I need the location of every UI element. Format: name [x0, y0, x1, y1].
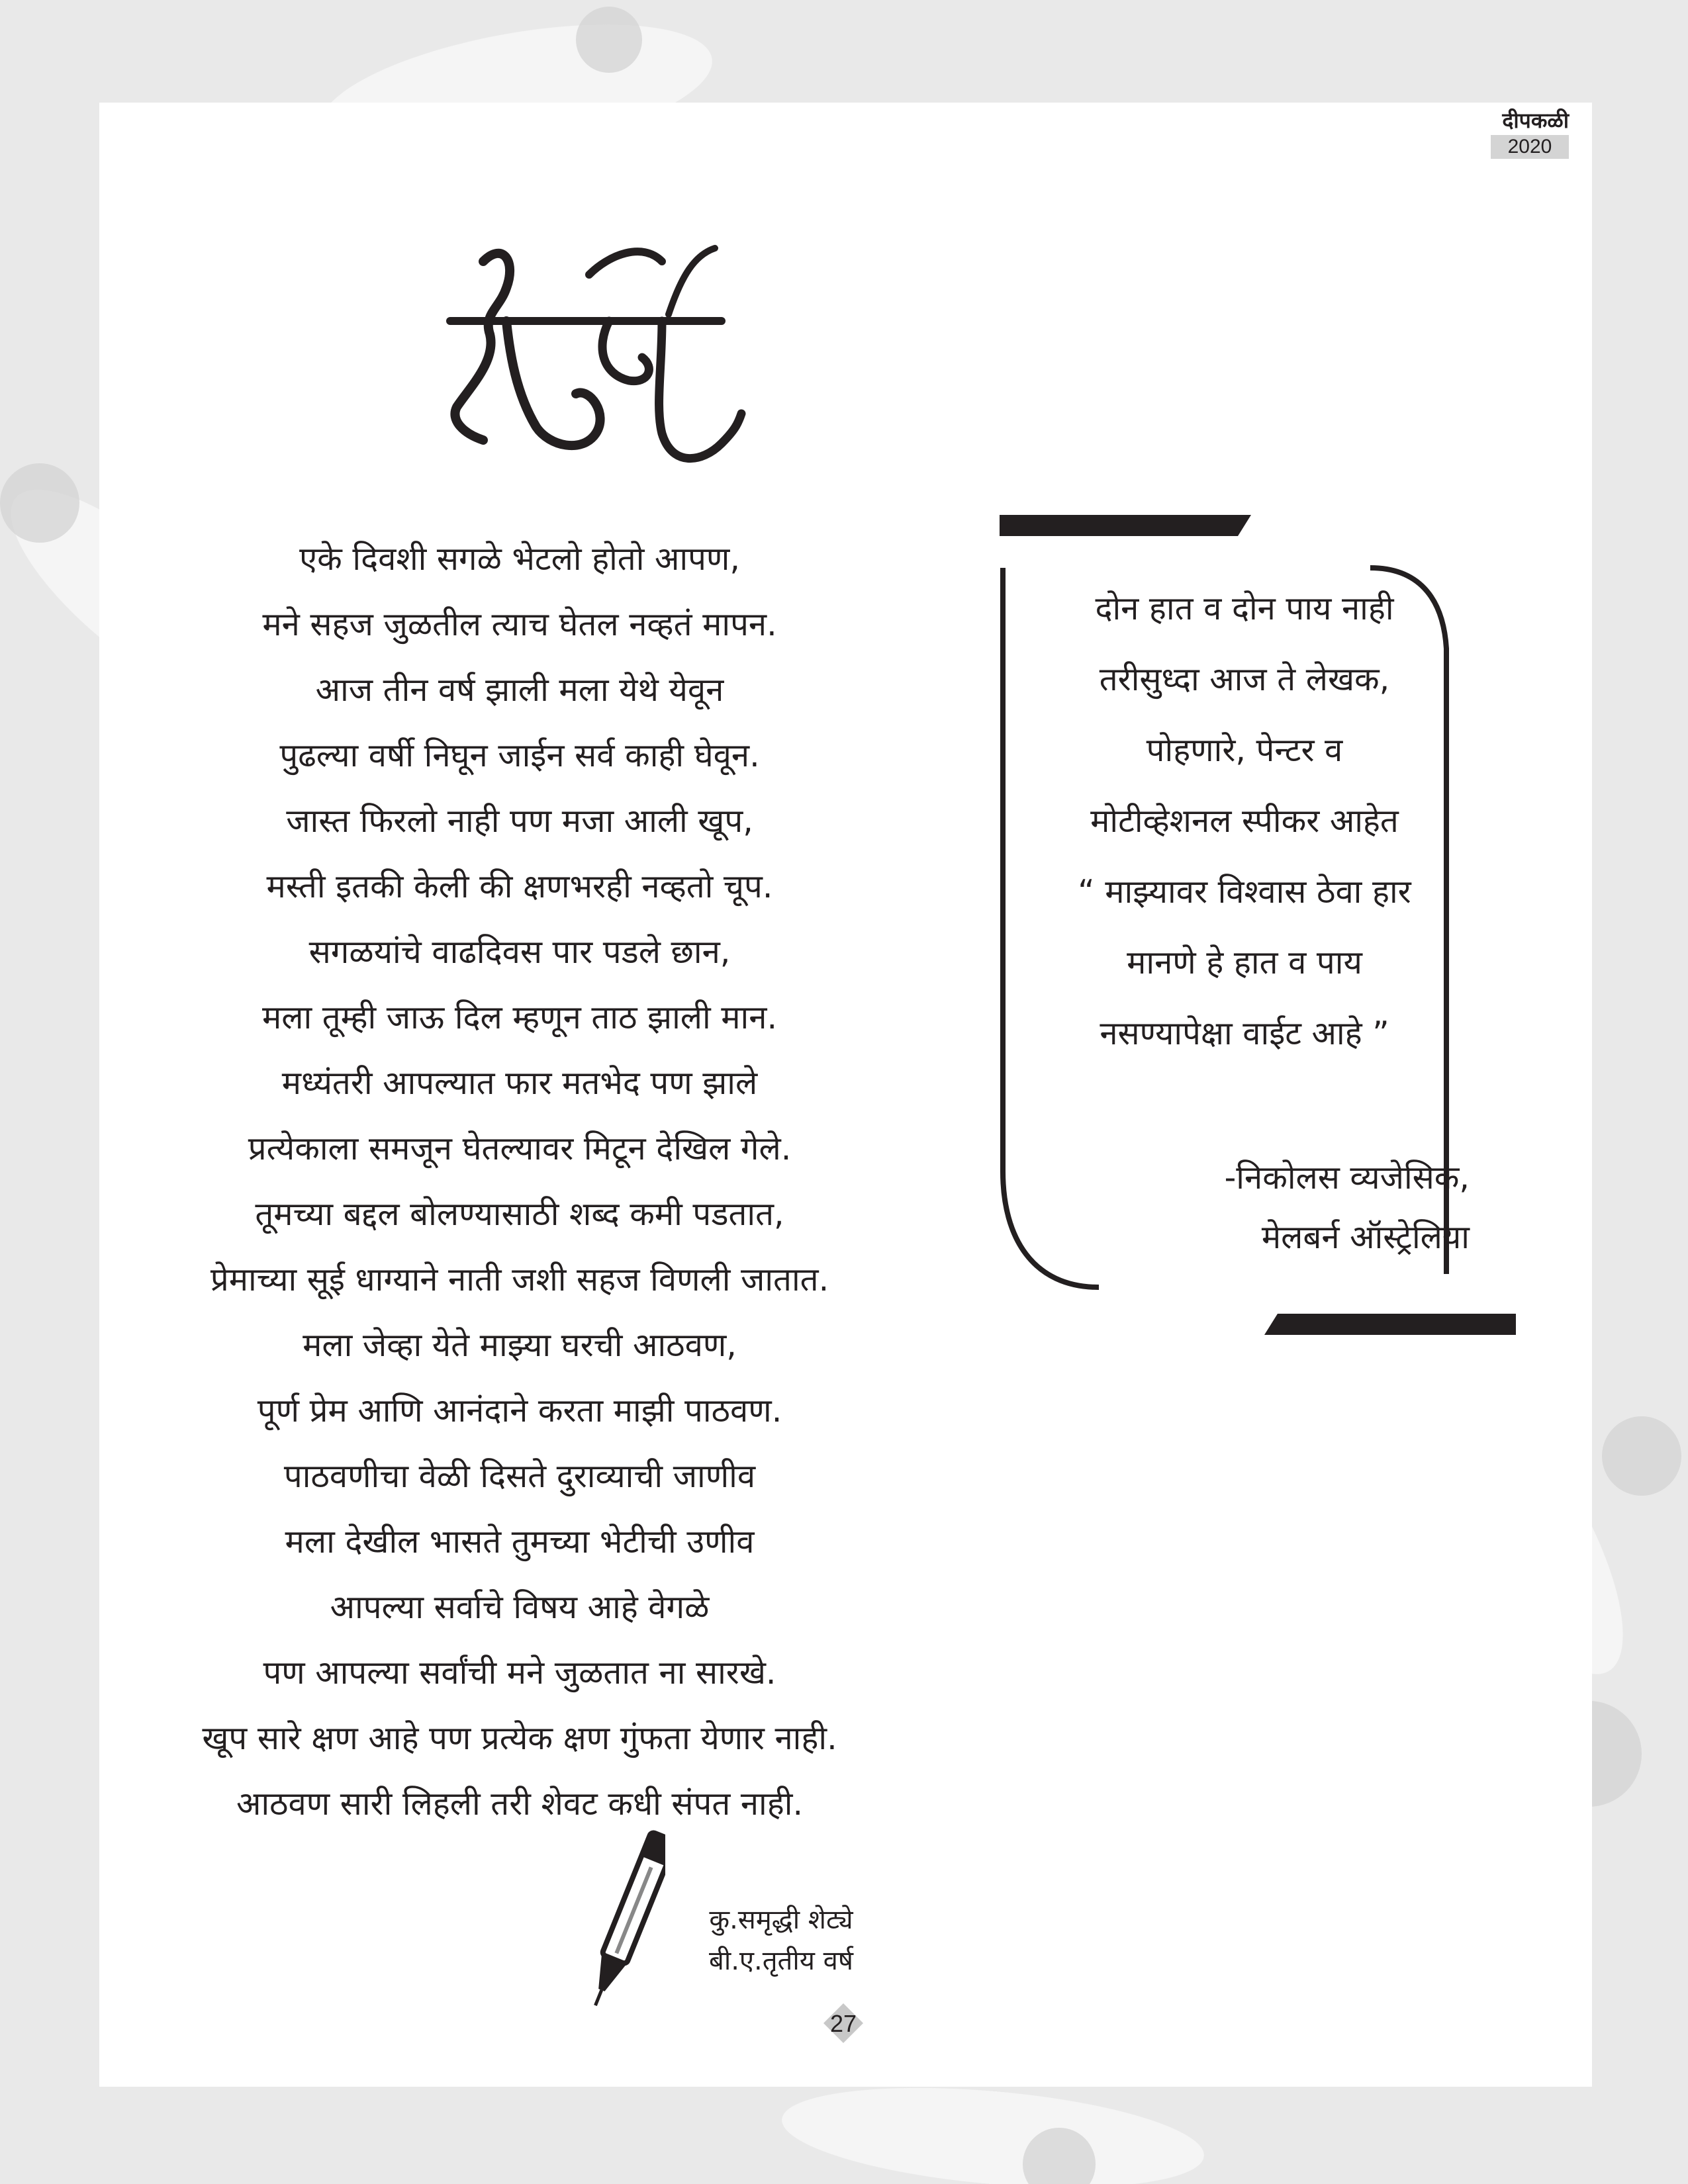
poem-line: मने सहज जुळतील त्याच घेतल नव्हतं मापन.	[262, 606, 777, 643]
quote-line: मानणे हे हात व पाय	[1127, 944, 1362, 981]
page-number	[822, 2002, 865, 2044]
poem-line: एके दिवशी सगळे भेटलो होतो आपण,	[299, 540, 740, 578]
quote-author: -निकोलस व्यजेसिक,	[1224, 1159, 1470, 1197]
pen-icon	[592, 1823, 665, 2022]
poem-line: प्रत्येकाला समजून घेतल्यावर मिटून देखिल गेले.	[248, 1130, 792, 1167]
poem-line: आठवण सारी लिहली तरी शेवट कधी संपत नाही.	[236, 1785, 804, 1823]
poem-line: मला जेव्हा येते माझ्या घरची आठवण,	[303, 1326, 737, 1364]
poem-line: आज तीन वर्ष झाली मला येथे येवून	[315, 671, 724, 709]
poem-line: मध्यंतरी आपल्यात फार मतभेद पण झाले	[281, 1064, 758, 1102]
magazine-year: 2020	[1491, 135, 1569, 159]
poem-line: पुढल्या वर्षी निघून जाईन सर्व काही घेवून.	[279, 737, 760, 774]
poem-line: पाठवणीचा वेळी दिसते दुराव्याची जाणीव	[283, 1457, 756, 1495]
poem-line: पूर्ण प्रेम आणि आनंदाने करता माझी पाठवण.	[257, 1392, 782, 1430]
quote-line: पोहणारे, पेन्टर व	[1146, 731, 1343, 769]
poem-line: पण आपल्या सर्वांची मने जुळतात ना सारखे.	[263, 1654, 776, 1692]
quote-line: “ माझ्यावर विश्वास ठेवा हार	[1078, 873, 1411, 911]
quote-attribution	[1092, 1152, 1470, 1271]
poem-line: प्रेमाच्या सूई धाग्याने नाती जशी सहज विणली जातात.	[210, 1261, 829, 1298]
poem-line: मला देखील भासते तुमच्या भेटीची उणीव	[285, 1523, 755, 1561]
quote-line: दोन हात व दोन पाय नाही	[1095, 590, 1394, 627]
author-name: कु.समृद्धी शेट्ये	[709, 1905, 853, 1935]
magazine-name: दीपकळी	[1502, 108, 1569, 133]
author-class: बी.ए.तृतीय वर्ष	[709, 1946, 853, 1976]
poem-title	[444, 235, 748, 500]
poem-line: जास्त फिरलो नाही पण मजा आली खूप,	[286, 802, 753, 840]
quote-author-place: मेलबर्न ऑस्ट्रेलिया	[1261, 1218, 1470, 1256]
quote-line: मोटीव्हेशनल स्पीकर आहेत	[1090, 802, 1399, 840]
poem-line: खूप सारे क्षण आहे पण प्रत्येक क्षण गुंफता येणार नाही.	[202, 1719, 837, 1757]
poem-line: तूमच्या बद्दल बोलण्यासाठी शब्द कमी पडतात,	[255, 1195, 784, 1233]
quote-line: नसण्यापेक्षा वाईट आहे ”	[1100, 1015, 1389, 1052]
poem-line: आपल्या सर्वाचे विषय आहे वेगळे	[330, 1588, 710, 1626]
author-block	[675, 1899, 887, 1981]
poem-line: मला तूम्ही जाऊ दिल म्हणून ताठ झाली मान.	[261, 999, 778, 1036]
poem-body	[132, 536, 907, 1846]
quote-box	[1006, 582, 1483, 1078]
poem-line: सगळयांचे वाढदिवस पार पडले छान,	[308, 933, 731, 971]
poem-line: मस्ती इतकी केली की क्षणभरही नव्हतो चूप.	[266, 868, 773, 905]
quote-line: तरीसुध्दा आज ते लेखक,	[1099, 660, 1390, 698]
page-number-text: 27	[829, 2010, 857, 2037]
poem-title-calligraphy	[444, 235, 748, 500]
